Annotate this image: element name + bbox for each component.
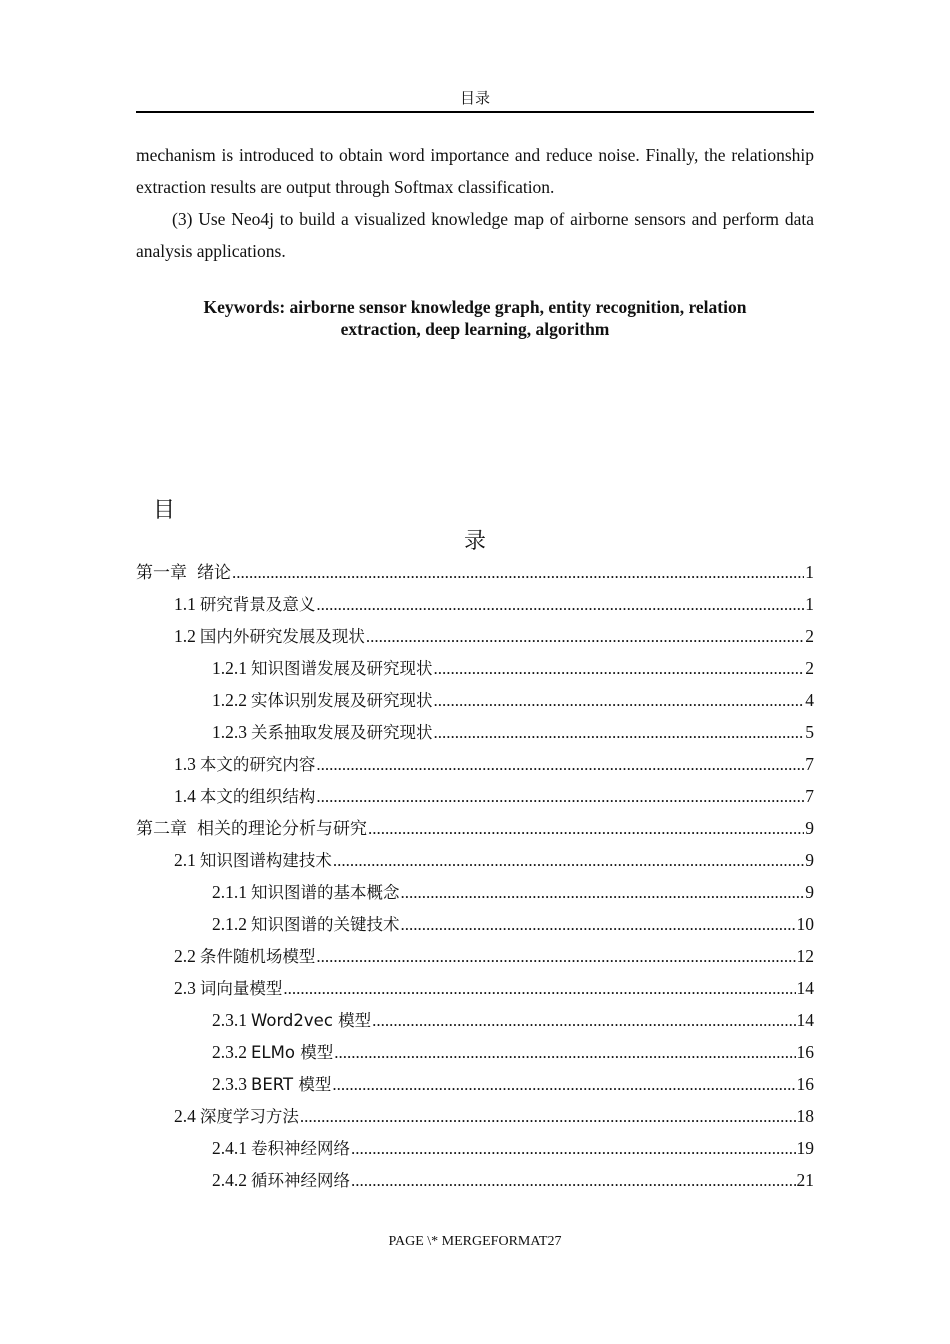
toc-entry-number: 1.1 [174, 594, 196, 614]
toc-entry-leader [401, 877, 805, 909]
toc-entry[interactable] [136, 780, 814, 812]
toc-entry-page: 12 [796, 946, 814, 966]
toc-entry-title: 国内外研究发展及现状 [199, 627, 365, 646]
toc-entry-page: 16 [796, 1042, 814, 1062]
toc-entry-title: 知识图谱构建技术 [199, 851, 332, 870]
toc-entry-number: 2.3.1 [212, 1010, 247, 1030]
toc-entry-title: 实体识别发展及研究现状 [251, 691, 433, 710]
toc-entry-leader [351, 1165, 796, 1197]
toc-entry-leader [232, 557, 804, 589]
toc-entry-number: 1.2.3 [212, 722, 247, 742]
page-header: 目录 [136, 88, 814, 113]
toc-entry[interactable] [136, 748, 814, 780]
toc-entry[interactable] [136, 556, 814, 588]
toc-entry-title: 本文的组织结构 [199, 787, 316, 806]
toc-entry-title: 深度学习方法 [199, 1107, 299, 1126]
toc-entry-leader [366, 621, 804, 653]
toc-entry-leader [316, 749, 804, 781]
keywords-line: extraction, deep learning, algorithm [340, 319, 610, 339]
toc-entry[interactable] [136, 1132, 814, 1164]
toc-entry-number: 2.2 [174, 946, 196, 966]
toc-entry-page: 1 [805, 594, 814, 614]
toc-entry-page: 5 [805, 722, 814, 742]
toc-entry[interactable] [136, 908, 814, 940]
page-footer: PAGE \* MERGEFORMAT27 [388, 1234, 562, 1249]
toc-entry-page: 4 [805, 690, 814, 710]
toc-entry-page: 9 [805, 882, 814, 902]
toc-entry-leader [316, 589, 804, 621]
toc-entry-number: 2.1.2 [212, 914, 247, 934]
toc-entry-number: 2.4 [174, 1106, 196, 1126]
toc-entry-leader [434, 717, 805, 749]
toc-entry-title: 循环神经网络 [251, 1171, 350, 1190]
toc-entry[interactable] [136, 1036, 814, 1068]
toc-entry-number: 第二章 [136, 819, 187, 839]
toc-entry-number: 1.2 [174, 626, 196, 646]
toc-entry-page: 14 [796, 1010, 814, 1030]
toc-entry-title: 知识图谱的基本概念 [251, 883, 400, 902]
toc-entry-title: 知识图谱发展及研究现状 [251, 659, 433, 678]
toc-entry[interactable] [136, 1068, 814, 1100]
toc-entry-page: 14 [796, 978, 814, 998]
body-paragraph: mechanism is introduced to obtain word importance and reduce noise. Finally, the relationship extraction results are output through Softmax classification. [136, 145, 814, 197]
toc-entry-number: 第一章 [136, 563, 187, 583]
toc-entry[interactable] [136, 652, 814, 684]
toc-entry-leader [316, 781, 804, 813]
toc-entry[interactable] [136, 1004, 814, 1036]
toc-entry-number: 2.3.2 [212, 1042, 247, 1062]
toc-entry-leader [332, 1069, 795, 1101]
toc-entry-number: 2.4.2 [212, 1170, 247, 1190]
toc-entry-number: 2.1.1 [212, 882, 247, 902]
toc-entry-title: 词向量模型 [199, 979, 283, 998]
toc-entry-page: 10 [796, 914, 814, 934]
toc-entry-title: 知识图谱的关键技术 [251, 915, 400, 934]
toc-entry-leader [351, 1133, 796, 1165]
toc-entry-title: 条件随机场模型 [199, 947, 316, 966]
toc-entry-title: 本文的研究内容 [199, 755, 316, 774]
toc-entry-title: Word2vec 模型 [251, 1011, 372, 1030]
toc-entry-number: 1.2.2 [212, 690, 247, 710]
toc-entry-page: 7 [805, 786, 814, 806]
toc-entry-number: 1.2.1 [212, 658, 247, 678]
toc-entry-title: 相关的理论分析与研究 [197, 819, 367, 839]
toc-entry-number: 2.1 [174, 850, 196, 870]
toc-entry-leader [401, 909, 796, 941]
toc-entry-leader [333, 845, 804, 877]
toc-title-part1: 目 [153, 498, 176, 523]
toc-entry-title: 研究背景及意义 [199, 595, 316, 614]
toc-entry-page: 18 [796, 1106, 814, 1126]
toc-entry[interactable] [136, 972, 814, 1004]
toc-entry-title: 关系抽取发展及研究现状 [251, 723, 433, 742]
toc-entry-leader [434, 653, 805, 685]
toc-entry-page: 9 [805, 850, 814, 870]
toc-entry-page: 21 [796, 1170, 814, 1190]
toc-entry[interactable] [136, 684, 814, 716]
toc-entry-page: 7 [805, 754, 814, 774]
toc-entry-number: 2.4.1 [212, 1138, 247, 1158]
toc-entry-page: 2 [805, 626, 814, 646]
toc-entry-page: 1 [805, 562, 814, 582]
toc-entry[interactable] [136, 588, 814, 620]
toc-entry-page: 9 [805, 818, 814, 838]
toc-entry-number: 1.4 [174, 786, 196, 806]
toc-entry-leader [283, 973, 795, 1005]
toc-entry-leader [300, 1101, 796, 1133]
toc-entry-number: 2.3 [174, 978, 196, 998]
body-text [136, 139, 814, 267]
toc-title-part2: 录 [463, 529, 486, 554]
toc-entry-leader [372, 1005, 795, 1037]
toc-entry-title: BERT 模型 [251, 1075, 332, 1094]
toc-entry-leader [316, 941, 795, 973]
toc-entry-title: ELMo 模型 [251, 1043, 334, 1062]
toc-entry-number: 2.3.3 [212, 1074, 247, 1094]
toc-entry[interactable] [136, 1100, 814, 1132]
toc-entry-title: 卷积神经网络 [251, 1139, 350, 1158]
toc-entry[interactable] [136, 940, 814, 972]
toc-entry-leader [434, 685, 805, 717]
toc-entry-leader [368, 813, 804, 845]
toc-entry-title: 绪论 [197, 563, 231, 583]
toc-entry[interactable] [136, 844, 814, 876]
table-of-contents [136, 556, 814, 1196]
toc-entry[interactable] [136, 876, 814, 908]
toc-entry-page: 2 [805, 658, 814, 678]
toc-entry-page: 16 [796, 1074, 814, 1094]
toc-entry[interactable] [136, 620, 814, 652]
body-paragraph: (3) Use Neo4j to build a visualized knowledge map of airborne sensors and perform data analysis applications. [136, 209, 814, 261]
toc-entry[interactable] [136, 812, 814, 844]
toc-entry-leader [334, 1037, 795, 1069]
toc-entry-page: 19 [796, 1138, 814, 1158]
toc-entry[interactable] [136, 716, 814, 748]
toc-entry-number: 1.3 [174, 754, 196, 774]
keywords-line: Keywords: airborne sensor knowledge graph, entity recognition, relation [203, 297, 747, 317]
keywords [136, 296, 814, 340]
toc-entry[interactable] [136, 1164, 814, 1196]
